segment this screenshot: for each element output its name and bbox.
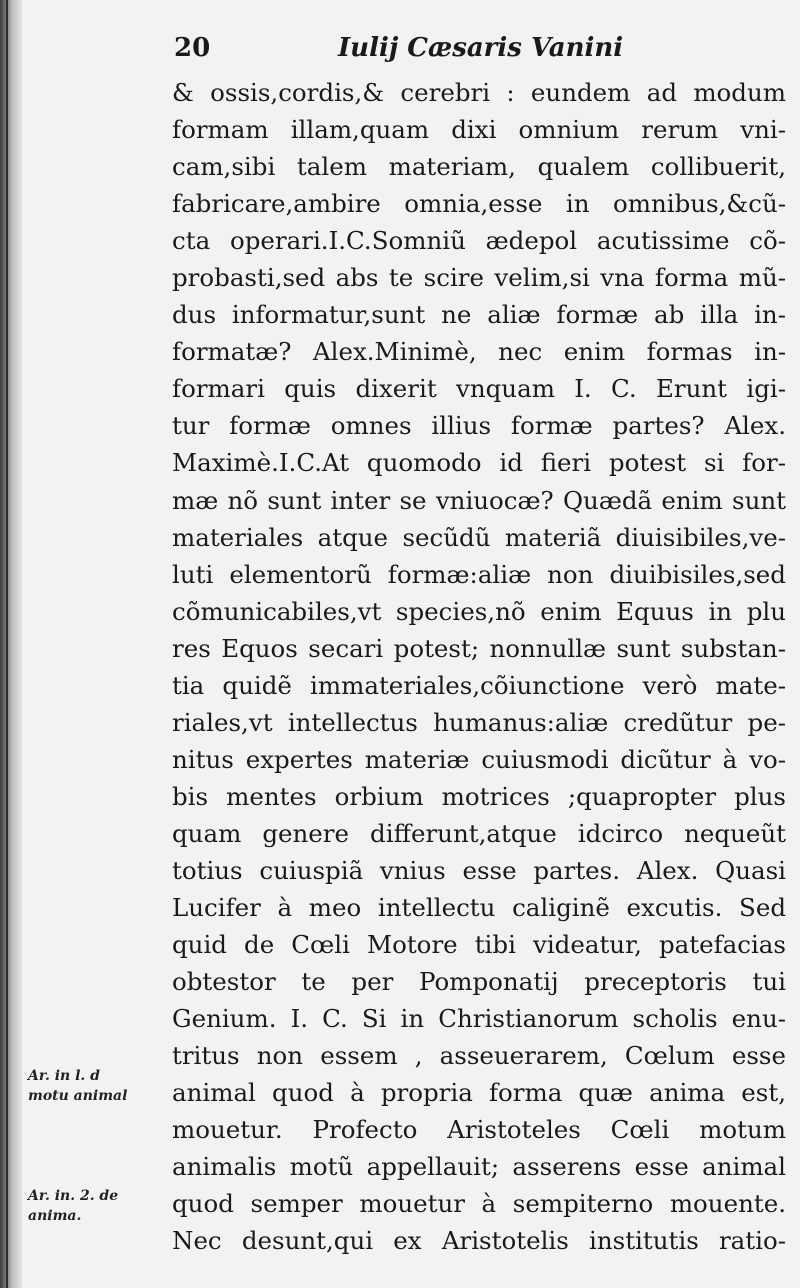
text-line: tur formæ omnes illius formæ partes? Alex. bbox=[172, 411, 786, 441]
text-line: formatæ? Alex.Minimè, nec enim formas in- bbox=[172, 337, 786, 367]
text-line: bis mentes orbium motrices ;quapropter plus bbox=[172, 781, 786, 811]
text-line: materiales atque secũdũ materiã diuisibiles,ve- bbox=[172, 522, 786, 552]
page-number: 20 bbox=[174, 33, 211, 63]
margin-note-line: Ar. in l. d bbox=[28, 1068, 100, 1084]
text-line: formam illam,quam dixi omnium rerum vni- bbox=[172, 115, 786, 145]
margin-note-line: motu animal bbox=[28, 1088, 128, 1104]
text-line: cõmunicabiles,vt species,nõ enim Equus in plu bbox=[172, 596, 786, 626]
margin-note-line: anima. bbox=[28, 1208, 82, 1224]
text-line: formari quis dixerit vnquam I. C. Erunt igi- bbox=[172, 374, 786, 404]
text-line: fabricare,ambire omnia,esse in omnibus,&cũ- bbox=[172, 189, 786, 219]
text-line: luti elementorũ formæ:aliæ non diuibisiles,sed bbox=[172, 559, 786, 589]
text-line: cam,sibi talem materiam, qualem collibuerit, bbox=[172, 152, 786, 182]
text-line: quod semper mouetur à sempiterno mouente. bbox=[172, 1189, 786, 1219]
text-line: riales,vt intellectus humanus:aliæ credũtur pe- bbox=[172, 707, 786, 737]
text-line: & ossis,cordis,& cerebri : eundem ad modum bbox=[172, 78, 786, 107]
text-line: probasti,sed abs te scire velim,si vna forma mũ- bbox=[172, 263, 786, 293]
text-line: tritus non essem , asseuerarem, Cœlum esse bbox=[172, 1041, 786, 1071]
margin-note bbox=[28, 1186, 168, 1226]
text-line: quid de Cœli Motore tibi videatur, patefacias bbox=[172, 930, 786, 960]
text-line: obtestor te per Pomponatij preceptoris tui bbox=[172, 967, 786, 997]
page-header bbox=[170, 30, 650, 66]
text-line: animal quod à propria forma quæ anima est, bbox=[172, 1078, 786, 1108]
text-line: mæ nõ sunt inter se vniuocæ? Quædã enim sunt bbox=[172, 485, 786, 515]
text-line: quam genere differunt,atque idcirco nequeũt bbox=[172, 818, 786, 848]
margin-note bbox=[28, 1066, 168, 1106]
text-line: nitus expertes materiæ cuiusmodi dicũtur à vo- bbox=[172, 744, 786, 774]
text-line: Maximè.I.C.At quomodo id fieri potest si for- bbox=[172, 448, 786, 478]
running-head: Iulij Cæsaris Vanini bbox=[338, 33, 624, 63]
text-line: Nec desunt,qui ex Aristotelis institutis ratio- bbox=[172, 1226, 786, 1256]
text-line: tia quidẽ immateriales,cõiunctione verò mate- bbox=[172, 670, 786, 700]
gutter-edge-line bbox=[6, 0, 8, 1288]
text-line: res Equos secari potest; nonnullæ sunt substan- bbox=[172, 633, 786, 663]
text-line: dus informatur,sunt ne aliæ formæ ab illa in- bbox=[172, 300, 786, 330]
text-line: totius cuiuspiã vnius esse partes. Alex. Quasi bbox=[172, 855, 786, 885]
text-line: mouetur. Profecto Aristoteles Cœli motum bbox=[172, 1115, 786, 1145]
text-line: Genium. I. C. Si in Christianorum scholis enu- bbox=[172, 1004, 786, 1034]
text-line: cta operari.I.C.Somniũ ædepol acutissime cõ- bbox=[172, 226, 786, 256]
body-text bbox=[172, 74, 786, 1260]
binding-gutter bbox=[0, 0, 22, 1288]
margin-note-line: Ar. in. 2. de bbox=[28, 1188, 119, 1204]
text-line: Lucifer à meo intellectu caliginẽ excutis. Sed bbox=[172, 893, 786, 923]
text-line: animalis motũ appellauit; asserens esse animal bbox=[172, 1152, 786, 1182]
